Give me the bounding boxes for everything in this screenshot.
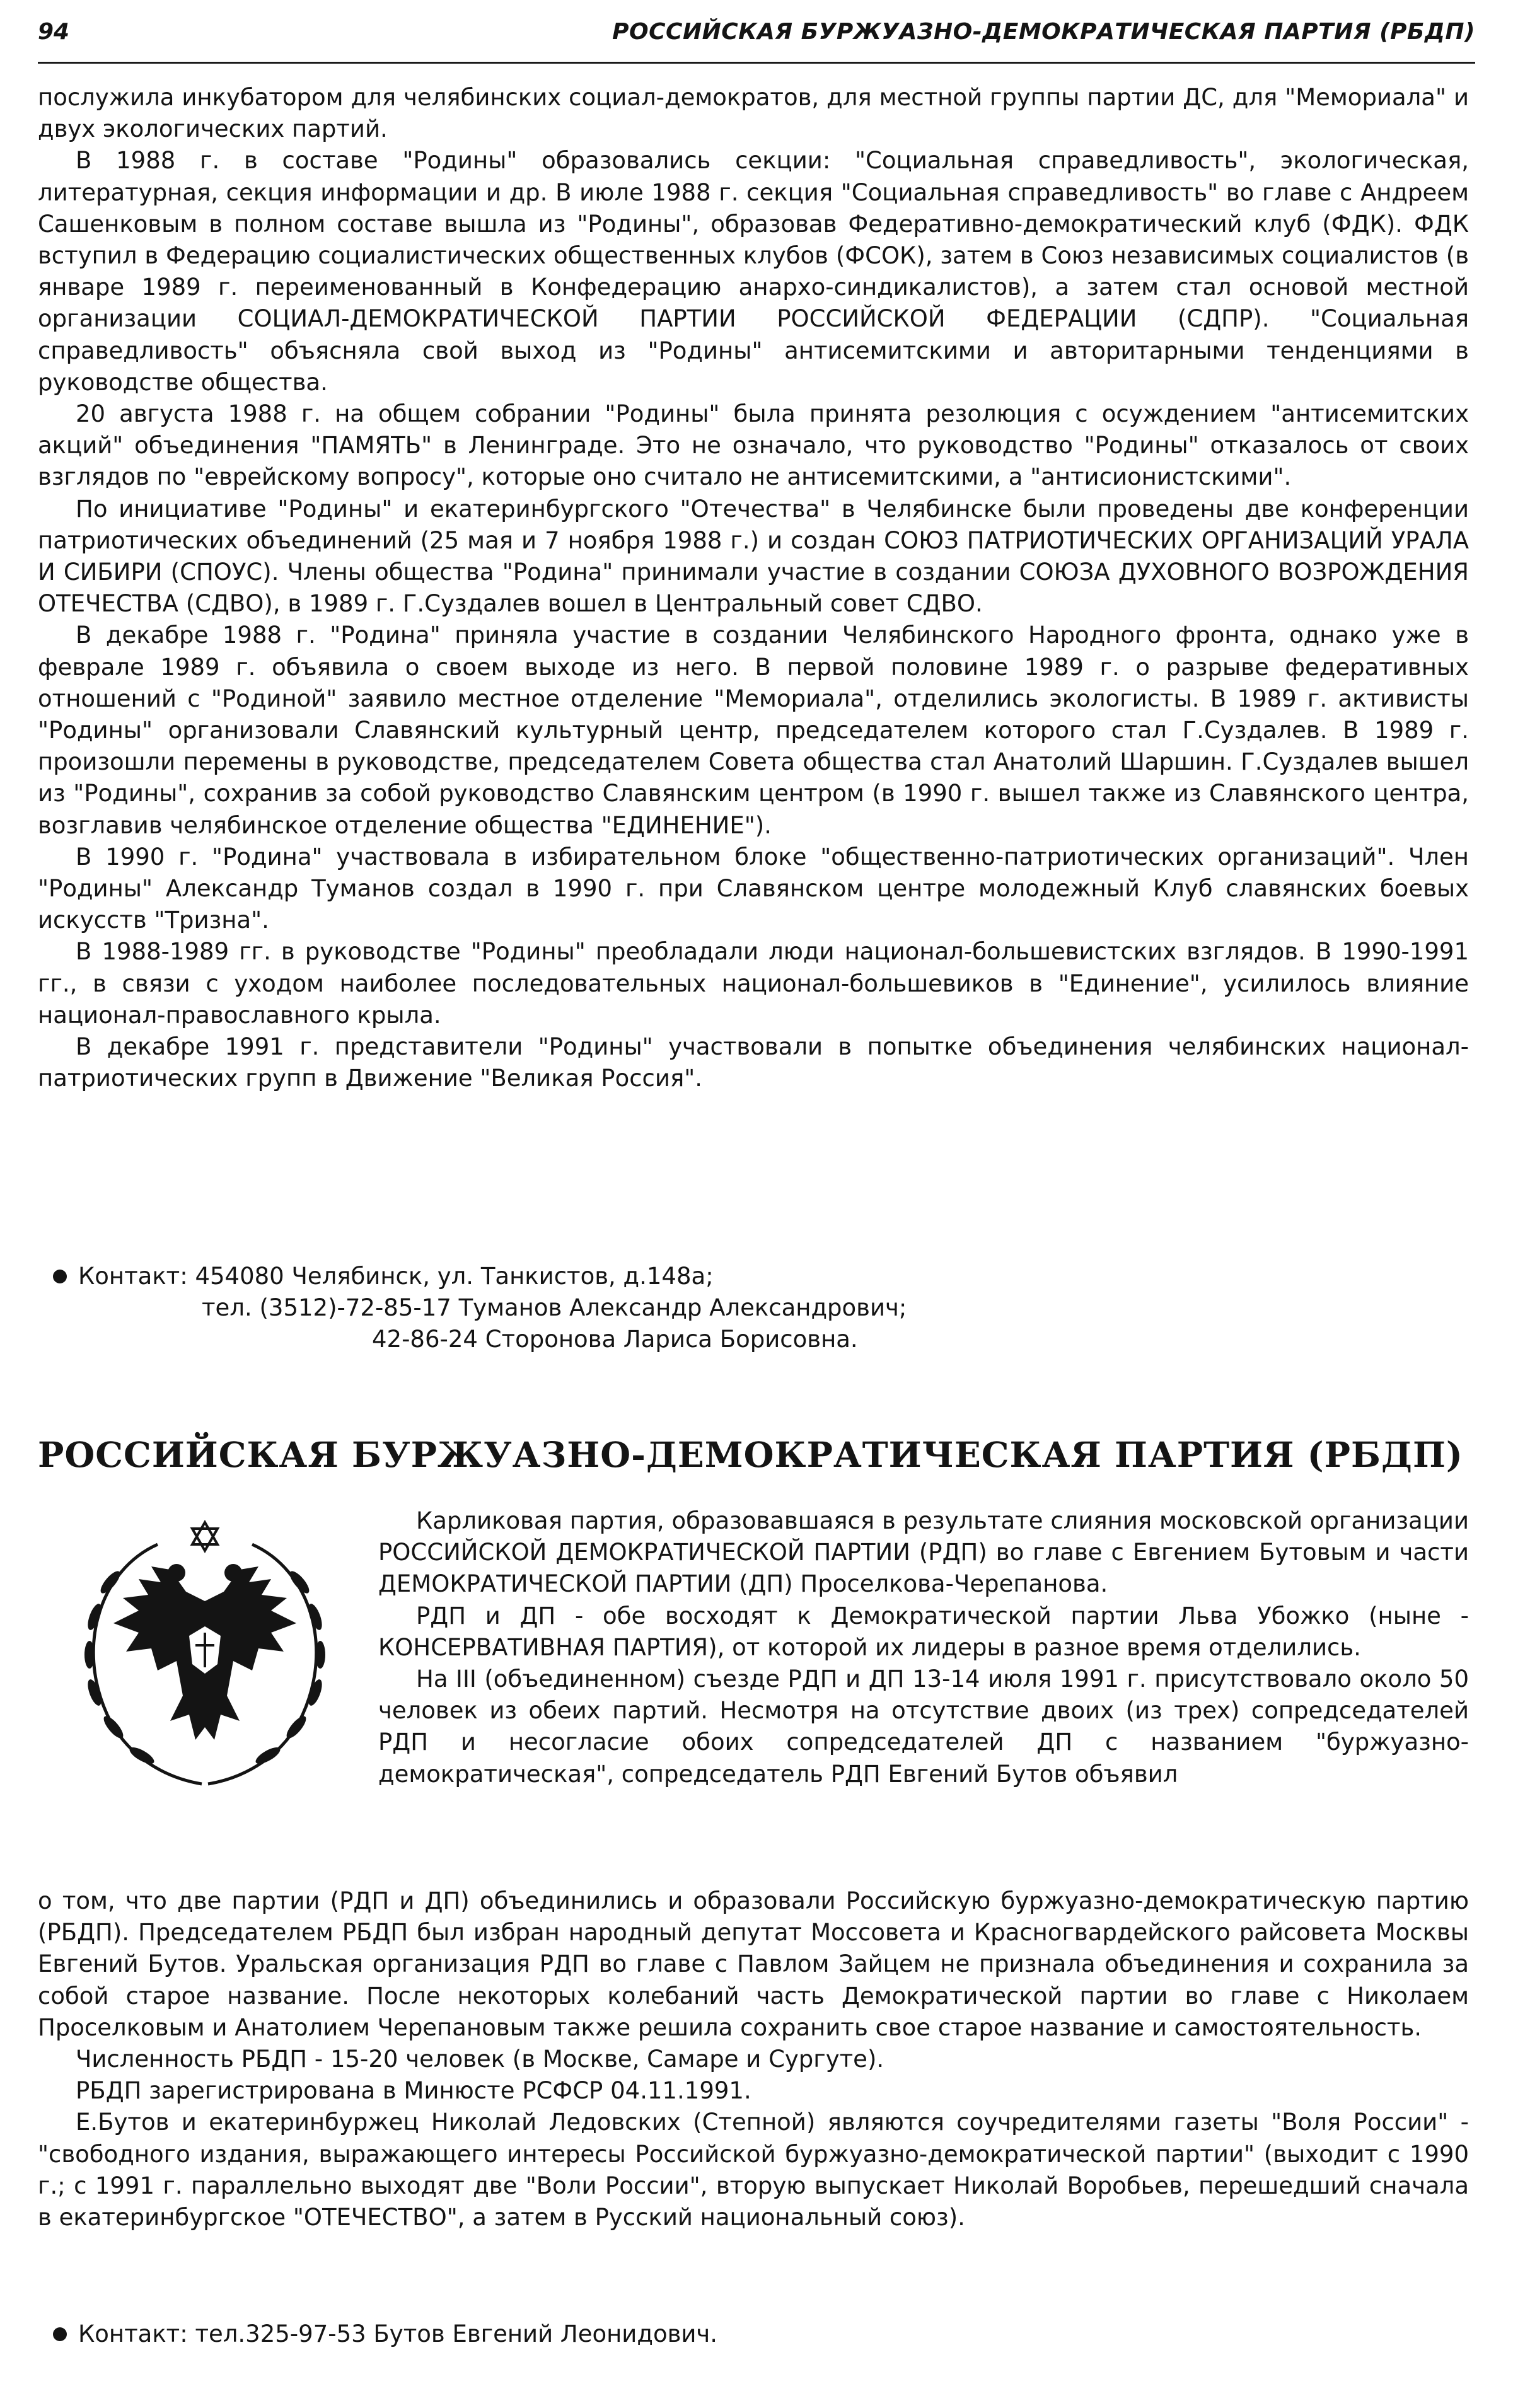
paragraph: В декабре 1988 г. "Родина" приняла участие в создании Челябинского Народного фронта, однако уже в феврале 1989 г. объявила о своем выходе из него. В первой половине 1989 г. о разрыве федеративных отношений с "Родиной" заявило местное отделение "Мемориала", отделились экологисты. В 1989 г. активисты "Родины" организовали Славянский культурный центр, председателем которого стал Г.Суздалев. В 1989 г. произошли перемены в руководстве, председателем Совета общества стал Анатолий Шаршин. Г.Суздалев вышел из "Родины", сохранив за собой руководство Славянским центром (в 1990 г. вышел также из Славянского центра, возглавив челябинское отделение общества "ЕДИНЕНИЕ"). — [38, 622, 1469, 839]
double-headed-eagle-emblem-icon — [50, 1507, 359, 1803]
paragraph: Численность РБДП - 15-20 человек (в Москве, Самаре и Сургуте). — [76, 2046, 884, 2073]
article-body — [38, 1885, 1469, 2233]
previous-article-body — [38, 82, 1469, 1095]
page-number: 94 — [38, 19, 70, 45]
article-body-beside-emblem — [378, 1505, 1469, 1790]
page-header — [38, 18, 1475, 64]
paragraph: В 1988-1989 гг. в руководстве "Родины" преобладали люди национал-большевистских взглядов. В 1990-1991 гг., в связи с уходом наиболее последовательных национал-большевиков в "Единение", усилилось влияние национал-православного крыла. — [38, 938, 1469, 1029]
paragraph: В 1990 г. "Родина" участвовала в избирательном блоке "общественно-патриотических организаций". Член "Родины" Александр Туманов создал в 1990 г. при Славянском центре молодежный Клуб славянских боевых искусств "Тризна". — [38, 843, 1469, 934]
paragraph: РДП и ДП - обе восходят к Демократической партии Льва Убожко (ныне - КОНСЕРВАТИВНАЯ ПАРТИЯ), от которой их лидеры в разное время отделились. — [378, 1602, 1469, 1661]
previous-article-contact — [38, 1261, 1469, 1356]
paragraph: РБДП зарегистрирована в Минюсте РСФСР 04.11.1991. — [76, 2077, 751, 2105]
paragraph: В 1988 г. в составе "Родины" образовались секции: "Социальная справедливость", экологическая, литературная, секция информации и др. В июле 1988 г. секция "Социальная справедливость" во главе с Андреем Сашенковым в полном составе вышла из "Родины", образовав Федеративно-демократический клуб (ФДК). ФДК вступил в Федерацию социалистических общественных клубов (ФСОК), затем в Союз независимых социалистов (в январе 1989 г. переименованный в Конфедерацию анархо-синдикалистов), а затем стал основой местной организации СОЦИАЛ-ДЕМОКРАТИЧЕСКОЙ ПАРТИИ РОССИЙСКОЙ ФЕДЕРАЦИИ (СДПР). "Социальная справедливость" объясняла свой выход из "Родины" антисемитскими и авторитарными тенденциями в руководстве общества. — [38, 147, 1469, 396]
contact-line: тел. (3512)-72-85-17 Туманов Александр Александрович; — [202, 1294, 907, 1322]
contact-line: Контакт: тел.325-97-53 Бутов Евгений Леонидович. — [78, 2320, 718, 2347]
paragraph: На III (объединенном) съезде РДП и ДП 13-14 июля 1991 г. присутствовало около 50 человек из обеих партий. Несмотря на отсутствие двоих (из трех) сопредседателей РДП и несогласие обоих сопредседателей ДП с названием "буржуазно-демократическая", сопредседатель РДП Евгений Бутов объявил — [378, 1665, 1469, 1788]
paragraph: В декабре 1991 г. представители "Родины" участвовали в попытке объединения челябинских национал-патриотических групп в Движение "Великая Россия". — [38, 1033, 1469, 1092]
paragraph: 20 августа 1988 г. на общем собрании "Родины" была принята резолюция с осуждением "антисемитских акций" объединения "ПАМЯТЬ" в Ленинграде. Это не означало, что руководство "Родины" отказалось от своих взглядов по "еврейскому вопросу", которые оно считало не антисемитскими, а "антисионистскими". — [38, 400, 1469, 491]
contact-line: Контакт: 454080 Челябинск, ул. Танкистов, д.148а; — [78, 1263, 714, 1290]
running-head: РОССИЙСКАЯ БУРЖУАЗНО-ДЕМОКРАТИЧЕСКАЯ ПАРТИЯ (РБДП) — [612, 19, 1475, 45]
paragraph: Карликовая партия, образовавшаяся в результате слияния московской организации РОССИЙСКОЙ ДЕМОКРАТИЧЕСКОЙ ПАРТИИ (РДП) во главе с Евгением Бутовым и части ДЕМОКРАТИЧЕСКОЙ ПАРТИИ (ДП) Проселкова-Черепанова. — [378, 1507, 1469, 1598]
paragraph: послужила инкубатором для челябинских социал-демократов, для местной группы партии ДС, для "Мемориала" и двух экологических партий. — [38, 84, 1469, 143]
paragraph: о том, что две партии (РДП и ДП) объединились и образовали Российскую буржуазно-демократическую партию (РБДП). Председателем РБДП был избран народный депутат Моссовета и Красногвардейского райсовета Москвы Евгений Бутов. Уральская организация РДП во главе с Павлом Зайцем не признала объединения и сохранила за собой старое название. После некоторых колебаний часть Демократической партии во главе с Николаем Проселковым и Анатолием Черепановым также решила сохранить свое старое название и самостоятельность. — [38, 1887, 1469, 2041]
article-title: РОССИЙСКАЯ БУРЖУАЗНО-ДЕМОКРАТИЧЕСКАЯ ПАРТИЯ (РБДП) — [38, 1434, 1463, 1475]
contact-line: 42-86-24 Сторонова Лариса Борисовна. — [372, 1326, 858, 1353]
paragraph: Е.Бутов и екатеринбуржец Николай Ледовских (Степной) являются соучредителями газеты "Воля России" - "свободного издания, выражающего интересы Российской буржуазно-демократической партии" (выходит с 1990 г.; с 1991 г. параллельно выходят две "Воли России", вторую выпускает Николай Воробьев, перешедший сначала в екатеринбургское "ОТЕЧЕСТВО", а затем в Русский национальный союз). — [38, 2109, 1469, 2231]
paragraph: По инициативе "Родины" и екатеринбургского "Отечества" в Челябинске были проведены две конференции патриотических объединений (25 мая и 7 ноября 1988 г.) и создан СОЮЗ ПАТРИОТИЧЕСКИХ ОРГАНИЗАЦИЙ УРАЛА И СИБИРИ (СПОУС). Члены общества "Родина" принимали участие в создании СОЮЗА ДУХОВНОГО ВОЗРОЖДЕНИЯ ОТЕЧЕСТВА (СДВО), в 1989 г. Г.Суздалев вошел в Центральный совет СДВО. — [38, 495, 1469, 618]
bullet-icon — [53, 1270, 67, 1283]
article-contact — [38, 2318, 1469, 2350]
bullet-icon — [53, 2327, 67, 2341]
